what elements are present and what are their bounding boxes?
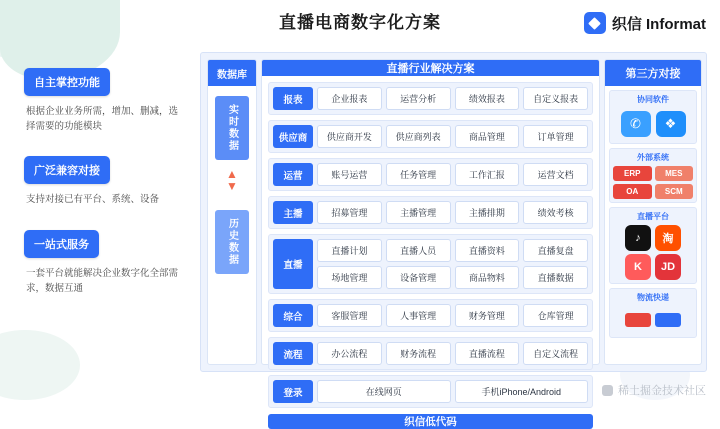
module-cell[interactable]: 直播人员 bbox=[386, 239, 451, 262]
module-cell[interactable]: 主播管理 bbox=[386, 201, 451, 224]
group-label: 运营 bbox=[273, 163, 313, 186]
module-cell[interactable]: 账号运营 bbox=[317, 163, 382, 186]
watermark-icon bbox=[602, 385, 613, 396]
module-cell[interactable]: 招募管理 bbox=[317, 201, 382, 224]
group-label: 主播 bbox=[273, 201, 313, 224]
database-header: 数据库 bbox=[208, 60, 256, 86]
group-supplier bbox=[268, 120, 593, 153]
database-column bbox=[207, 59, 257, 365]
section-collab-software bbox=[609, 90, 697, 144]
login-mobile[interactable]: 手机iPhone/Android bbox=[455, 380, 589, 403]
login-web[interactable]: 在线网页 bbox=[317, 380, 451, 403]
group-operation bbox=[268, 158, 593, 191]
module-cell[interactable]: 直播复盘 bbox=[523, 239, 588, 262]
annotation-pill-2: 广泛兼容对接 bbox=[24, 156, 110, 184]
database-block-history: 历史数据 bbox=[215, 210, 249, 274]
diamond-logo-icon bbox=[584, 12, 606, 34]
module-cell[interactable]: 企业报表 bbox=[317, 87, 382, 110]
group-label: 综合 bbox=[273, 304, 313, 327]
module-cell[interactable]: 任务管理 bbox=[386, 163, 451, 186]
mes-chip[interactable]: MES bbox=[655, 166, 694, 181]
jd-icon[interactable]: JD bbox=[655, 254, 681, 280]
section-title: 外部系统 bbox=[637, 153, 669, 162]
dingtalk-icon[interactable]: ❖ bbox=[656, 111, 686, 137]
group-label: 登录 bbox=[273, 380, 313, 403]
section-title: 物流快递 bbox=[637, 293, 669, 302]
center-header: 直播行业解决方案 bbox=[262, 60, 599, 76]
section-logistics bbox=[609, 288, 697, 338]
platform-footer: 织信低代码 bbox=[268, 414, 593, 429]
annotation-pill-1: 自主掌控功能 bbox=[24, 68, 110, 96]
section-live-platforms bbox=[609, 207, 697, 284]
group-report bbox=[268, 82, 593, 115]
decor-blob-bottom-left bbox=[0, 330, 80, 400]
scm-chip[interactable]: SCM bbox=[655, 184, 694, 199]
module-cell[interactable]: 办公流程 bbox=[317, 342, 382, 365]
group-live bbox=[268, 234, 593, 294]
module-cell[interactable]: 直播资料 bbox=[455, 239, 520, 262]
section-external-systems bbox=[609, 148, 697, 203]
group-label: 报表 bbox=[273, 87, 313, 110]
section-title: 协同软件 bbox=[637, 95, 669, 104]
center-panel bbox=[261, 59, 600, 428]
integration-panel bbox=[604, 59, 702, 365]
module-cell[interactable]: 财务流程 bbox=[386, 342, 451, 365]
module-cell[interactable]: 订单管理 bbox=[523, 125, 588, 148]
delivery-truck-icon[interactable] bbox=[655, 313, 681, 327]
integration-header: 第三方对接 bbox=[605, 60, 701, 86]
module-cell[interactable]: 供应商列表 bbox=[386, 125, 451, 148]
module-cell[interactable]: 自定义报表 bbox=[523, 87, 588, 110]
taobao-icon[interactable]: 淘 bbox=[655, 225, 681, 251]
module-cell[interactable]: 供应商开发 bbox=[317, 125, 382, 148]
module-cell[interactable]: 客服管理 bbox=[317, 304, 382, 327]
module-cell[interactable]: 主播排期 bbox=[455, 201, 520, 224]
module-cell[interactable]: 工作汇报 bbox=[455, 163, 520, 186]
database-block-realtime: 实时数据 bbox=[215, 96, 249, 160]
group-label: 直播 bbox=[273, 239, 313, 289]
annotation-text-2: 支持对接已有平台、系统、设备 bbox=[26, 194, 160, 206]
brand-name: 织信 Informat bbox=[611, 15, 706, 33]
module-cell[interactable]: 直播计划 bbox=[317, 239, 382, 262]
module-cell[interactable]: 自定义流程 bbox=[523, 342, 588, 365]
kuaishou-icon[interactable]: K bbox=[625, 254, 651, 280]
erp-chip[interactable]: ERP bbox=[613, 166, 652, 181]
up-down-arrow-icon: ▲ ▼ bbox=[226, 167, 238, 193]
left-annotations bbox=[24, 68, 184, 318]
module-cell[interactable]: 财务管理 bbox=[455, 304, 520, 327]
group-label: 供应商 bbox=[273, 125, 313, 148]
group-anchor bbox=[268, 196, 593, 229]
watermark bbox=[602, 382, 706, 398]
douyin-icon[interactable]: ♪ bbox=[625, 225, 651, 251]
annotation-text-1: 根据企业业务所需，增加、删减，选择需要的功能模块 bbox=[26, 106, 179, 133]
section-title: 直播平台 bbox=[637, 212, 669, 221]
module-cell[interactable]: 绩效报表 bbox=[455, 87, 520, 110]
watermark-text: 稀土掘金技术社区 bbox=[618, 385, 706, 397]
annotation-text-3: 一套平台就能解决企业数字化全部需求，数据互通 bbox=[26, 267, 179, 294]
module-cell[interactable]: 商品物料 bbox=[455, 266, 520, 289]
annotation-pill-3: 一站式服务 bbox=[24, 230, 99, 258]
module-cell[interactable]: 场地管理 bbox=[317, 266, 382, 289]
wechat-work-icon[interactable]: ✆ bbox=[621, 111, 651, 137]
oa-chip[interactable]: OA bbox=[613, 184, 652, 199]
brand-logo bbox=[584, 12, 706, 34]
module-cell[interactable]: 商品管理 bbox=[455, 125, 520, 148]
module-cell[interactable]: 运营分析 bbox=[386, 87, 451, 110]
module-cell[interactable]: 直播流程 bbox=[455, 342, 520, 365]
group-label: 流程 bbox=[273, 342, 313, 365]
module-cell[interactable]: 设备管理 bbox=[386, 266, 451, 289]
module-cell[interactable]: 运营文档 bbox=[523, 163, 588, 186]
module-cell[interactable]: 直播数据 bbox=[523, 266, 588, 289]
module-cell[interactable]: 仓库管理 bbox=[523, 304, 588, 327]
group-process bbox=[268, 337, 593, 370]
module-cell[interactable]: 人事管理 bbox=[386, 304, 451, 327]
sf-express-icon[interactable] bbox=[625, 313, 651, 327]
group-login bbox=[268, 375, 593, 408]
module-cell[interactable]: 绩效考核 bbox=[523, 201, 588, 224]
center-groups bbox=[262, 76, 599, 414]
group-general bbox=[268, 299, 593, 332]
page-title: 直播电商数字化方案 bbox=[279, 13, 441, 32]
